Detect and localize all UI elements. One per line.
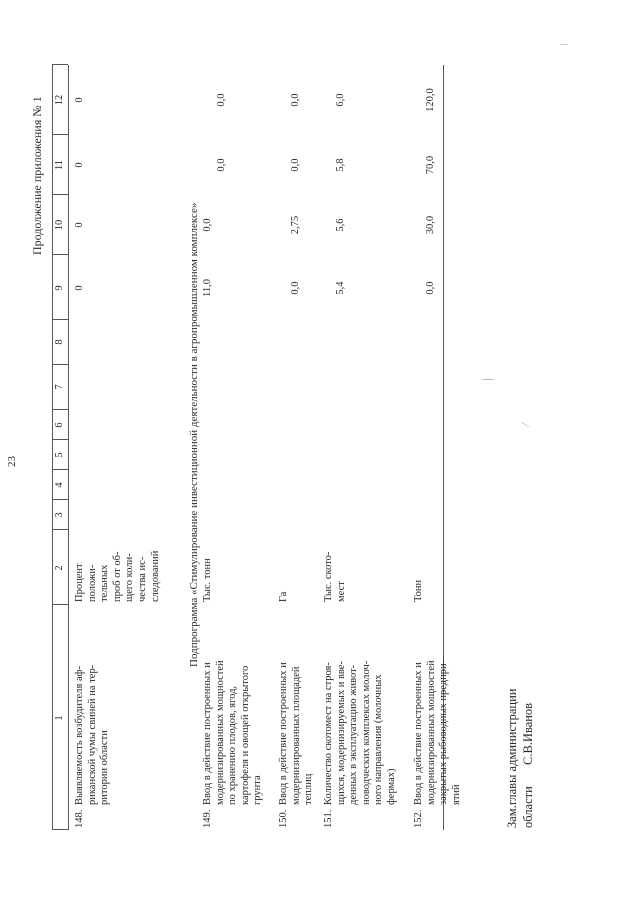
value-col-12: 0,0 <box>290 93 301 107</box>
value-col-11: 0,0 <box>290 158 301 172</box>
header-col-10: 10 <box>54 219 65 231</box>
row-name: Количество скотомест на строя- щихся, модернизируемых и вве- денных в эксплуатацию живот- новодческих комплексах молоч- ного направления (молочных фермах) <box>323 660 397 805</box>
page-number: 23 <box>6 456 18 467</box>
signature-region: области <box>521 786 535 828</box>
value-col-11: 5,8 <box>335 158 346 172</box>
scan-speck <box>560 44 568 45</box>
value-col-10: 0,0 <box>202 218 213 232</box>
header-col-7: 7 <box>54 384 65 390</box>
row-name: Ввод в действие построенных и модернизированных мощностей по хранению плодов, ягод, картофеля и овощей открытого грунта <box>202 660 264 805</box>
header-col-5: 5 <box>54 452 65 458</box>
col-sep <box>52 194 68 195</box>
header-col-12: 12 <box>54 94 65 106</box>
row-unit: Тонн <box>413 579 424 602</box>
value-col-12: 0,0 <box>216 93 227 107</box>
header-col-11: 11 <box>54 159 65 171</box>
header-col-1: 1 <box>54 715 65 721</box>
row-name: Ввод в действие построенных и модернизированных мощностей закрытых рыбоводных предпри- ятий <box>413 659 462 805</box>
header-col-2: 2 <box>54 565 65 571</box>
row-number: 148. <box>74 809 85 828</box>
col-sep <box>52 319 68 320</box>
value-col-11: 0,0 <box>216 158 227 172</box>
value-col-9: 5,4 <box>335 281 346 295</box>
value-col-9: 0,0 <box>290 281 301 295</box>
value-col-10: 2,75 <box>290 215 301 235</box>
header-col-6: 6 <box>54 422 65 428</box>
row-unit: Тыс. тонн <box>202 558 213 602</box>
row-name: Выявляемость возбудителя аф- риканской чумы свиней на тер- ритории области <box>74 664 111 805</box>
row-number: 149. <box>202 809 213 828</box>
value-col-10: 0 <box>74 222 85 228</box>
header-col-9: 9 <box>54 285 65 291</box>
col-sep <box>52 254 68 255</box>
value-col-12: 6,0 <box>335 93 346 107</box>
row-number: 150. <box>278 809 289 828</box>
header-col-3: 3 <box>54 512 65 518</box>
value-col-9: 11,0 <box>202 279 213 297</box>
row-unit: Га <box>278 591 289 602</box>
header-bottom-border <box>68 65 69 830</box>
subprogram-heading: Подпрограмма «Стимулирование инвестиционной деятельности в агропромышленном комплексе» <box>188 202 200 667</box>
row-unit: Тыс. ското- мест <box>323 551 347 602</box>
row-number: 151. <box>323 809 334 828</box>
value-col-11: 0 <box>74 162 85 168</box>
header-col-8: 8 <box>54 339 65 345</box>
signature-name: С.В.Иванов <box>521 702 535 765</box>
row-number: 152. <box>413 809 424 828</box>
header-col-4: 4 <box>54 482 65 488</box>
scan-speck <box>520 422 529 428</box>
col-sep <box>52 134 68 135</box>
col-sep <box>52 64 68 65</box>
scan-speck <box>482 379 494 380</box>
col-sep <box>52 829 68 830</box>
value-col-10: 30,0 <box>425 215 436 235</box>
value-col-10: 5,6 <box>335 218 346 232</box>
signature-title: Зам.главы администрации <box>505 688 519 828</box>
row-unit: Процент положи- тельных проб от об- щего коли- чества ис- следований <box>74 550 161 602</box>
row-name: Ввод в действие построенных и модернизированных площадей теплиц <box>278 662 315 805</box>
value-col-9: 0,0 <box>425 281 436 295</box>
col-sep <box>52 604 68 605</box>
appendix-note: Продолжение приложения № 1 <box>30 96 44 255</box>
value-col-11: 70,0 <box>425 155 436 175</box>
value-col-12: 120,0 <box>425 88 436 112</box>
table-top-border <box>52 65 53 830</box>
col-sep <box>52 364 68 365</box>
value-col-12: 0 <box>74 97 85 103</box>
value-col-9: 0 <box>74 285 85 291</box>
